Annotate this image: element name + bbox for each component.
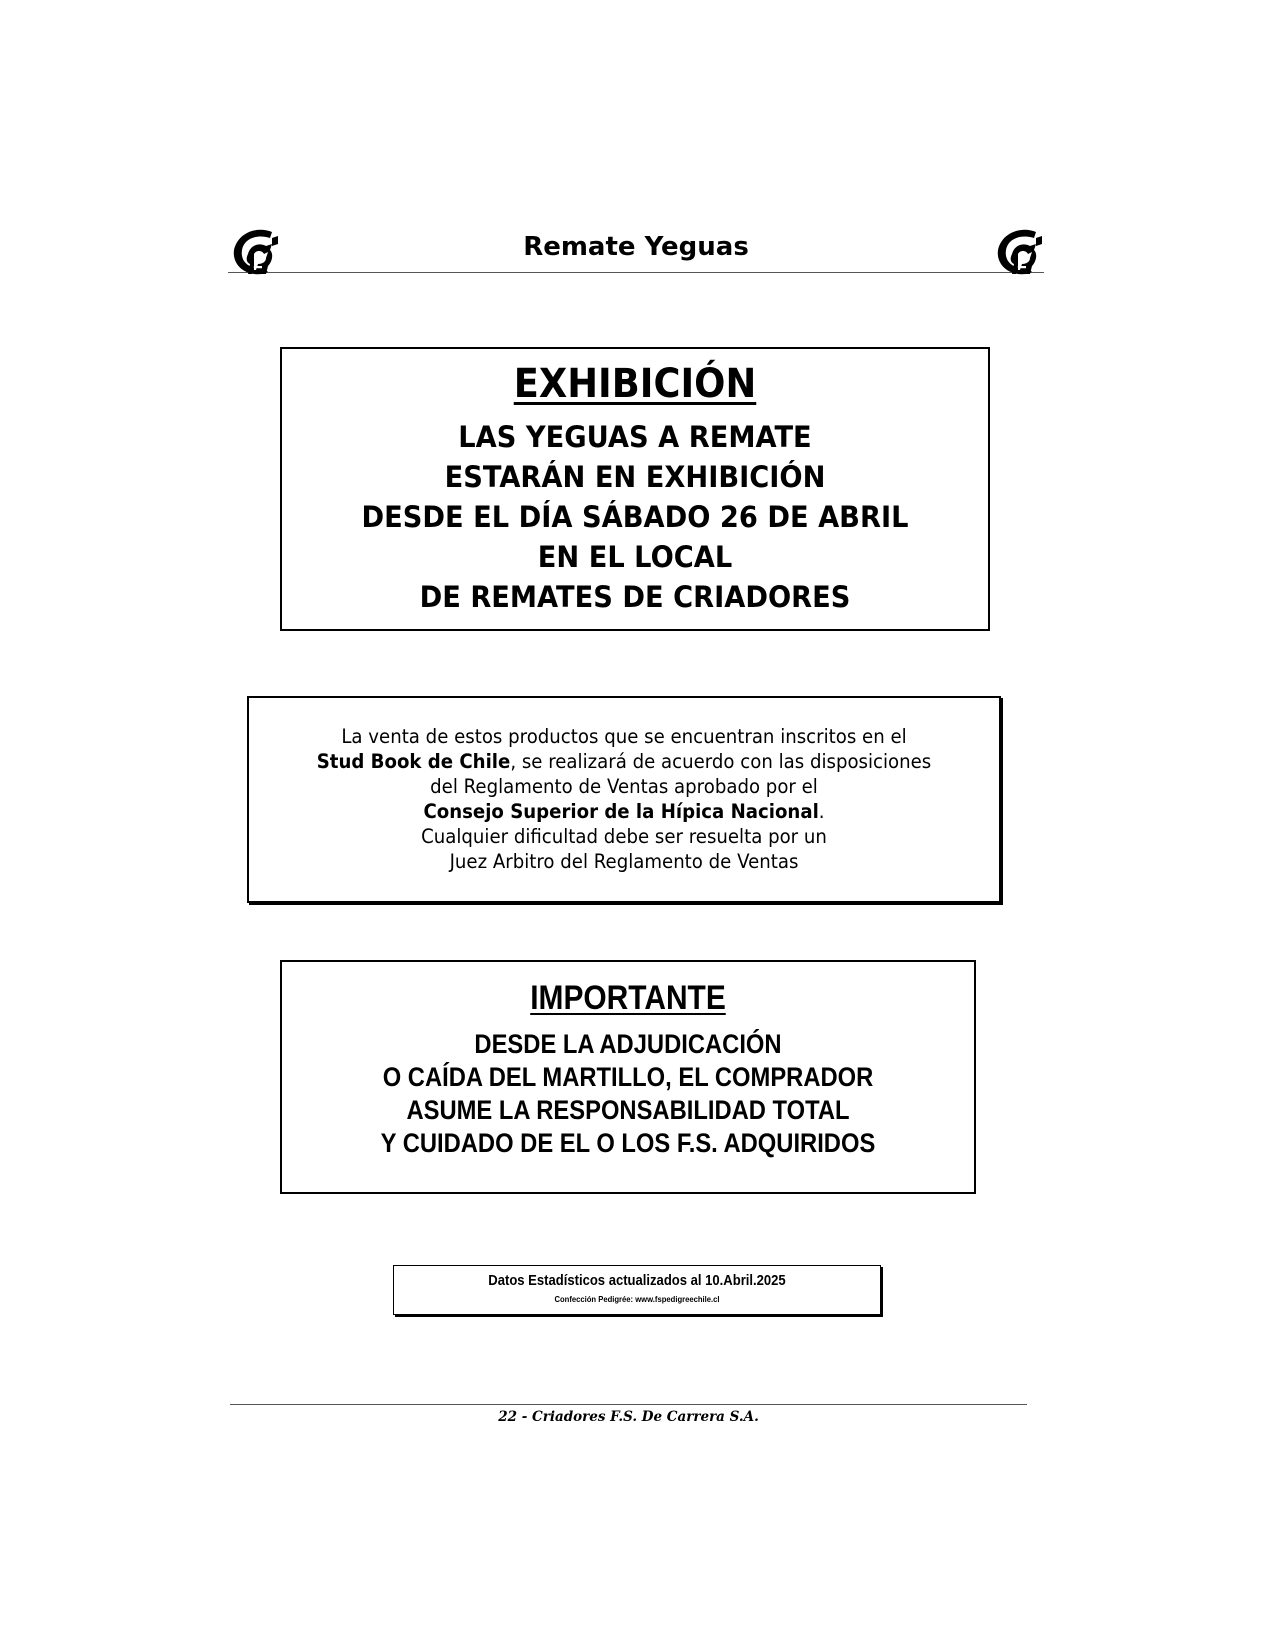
- important-heading: IMPORTANTE: [530, 979, 726, 1017]
- important-line: O CAÍDA DEL MARTILLO, EL COMPRADOR: [382, 1062, 874, 1092]
- important-line: ASUME LA RESPONSABILIDAD TOTAL: [406, 1095, 850, 1125]
- footer-divider: [230, 1404, 1027, 1405]
- sale-terms-line: del Reglamento de Ventas aprobado por el: [430, 775, 818, 798]
- sale-terms-notice: [247, 696, 1001, 903]
- page-footer: 22 - Criadores F.S. De Carrera S.A.: [498, 1409, 759, 1425]
- page-title: Remate Yeguas: [523, 232, 749, 262]
- exhibition-heading: EXHIBICIÓN: [513, 361, 757, 407]
- exhibition-line: DESDE EL DÍA SÁBADO 26 DE ABRIL: [361, 500, 909, 534]
- pedigree-credit-text: Confección Pedigrée: www.fspedigreechile.cl: [554, 1294, 720, 1304]
- sale-terms-line: Juez Arbitro del Reglamento de Ventas: [449, 850, 799, 873]
- sale-terms-line: Consejo Superior de la Hípica Nacional.: [423, 800, 825, 823]
- exhibition-line: EN EL LOCAL: [537, 540, 733, 574]
- stud-book-name: Stud Book de Chile: [316, 750, 511, 773]
- exhibition-line: LAS YEGUAS A REMATE: [458, 420, 812, 454]
- stats-notice: [393, 1265, 881, 1315]
- sale-terms-line: Stud Book de Chile, se realizará de acuerdo con las disposiciones: [316, 750, 932, 773]
- sale-terms-line: La venta de estos productos que se encuentran inscritos en el: [341, 725, 907, 748]
- sale-terms-line: Cualquier dificultad debe ser resuelta por un: [421, 825, 827, 848]
- exhibition-line: DE REMATES DE CRIADORES: [419, 580, 851, 614]
- important-line: DESDE LA ADJUDICACIÓN: [474, 1029, 782, 1059]
- exhibition-line: ESTARÁN EN EXHIBICIÓN: [444, 460, 826, 494]
- council-name: Consejo Superior de la Hípica Nacional: [423, 800, 819, 823]
- important-line: Y CUIDADO DE EL O LOS F.S. ADQUIRIDOS: [380, 1128, 876, 1158]
- sale-terms-text: [275, 724, 973, 874]
- page-header: [228, 222, 1044, 273]
- horse-crest-logo-icon: [992, 224, 1048, 280]
- exhibition-notice: [280, 347, 990, 631]
- important-notice: [280, 960, 976, 1194]
- stats-updated-text: Datos Estadísticos actualizados al 10.Abril.2025: [488, 1273, 786, 1289]
